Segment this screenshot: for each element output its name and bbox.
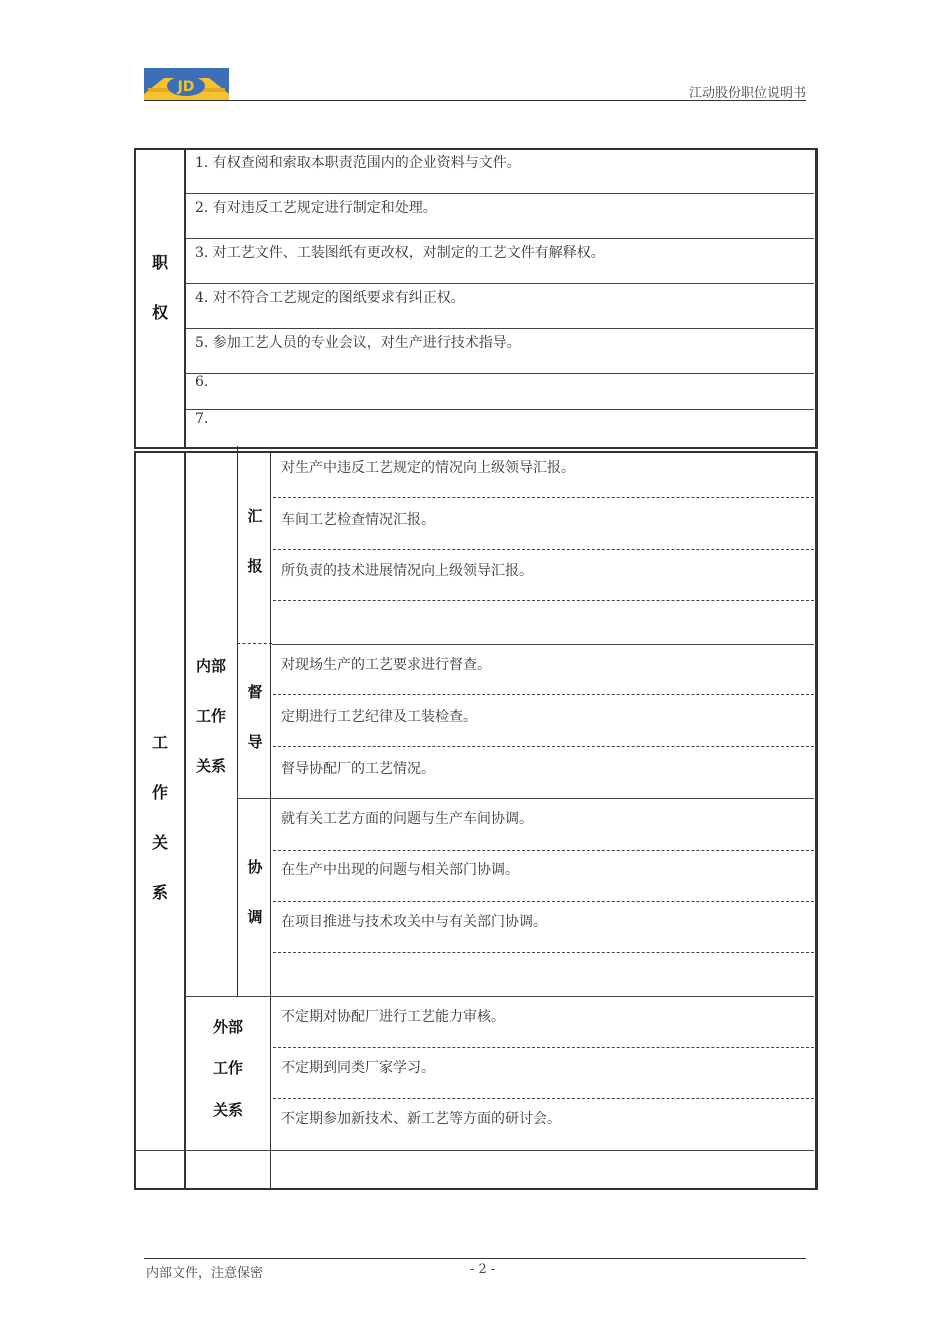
footer-confidential-note: 内部文件，注意保密 [146, 1266, 264, 1281]
supervise-item-3: 督导协配厂的工艺情况。 [281, 761, 435, 777]
authority-item-5: 5. 参加工艺人员的专业会议，对生产进行技术指导。 [195, 335, 521, 351]
external-item-1: 不定期对协配厂进行工艺能力审核。 [281, 1009, 505, 1025]
supervise-item-2: 定期进行工艺纪律及工装检查。 [281, 709, 477, 725]
coordinate-label-char-1: 协 [247, 858, 263, 876]
footer-divider [144, 1258, 806, 1259]
report-item-1: 对生产中违反工艺规定的情况向上级领导汇报。 [281, 460, 575, 476]
report-item-2: 车间工艺检查情况汇报。 [281, 512, 435, 528]
external-label-line-3: 关系 [212, 1101, 243, 1119]
internal-label-line-1: 内部 [195, 657, 226, 675]
authority-label-char-2: 权 [151, 303, 168, 322]
logo-lettering: JD [177, 79, 195, 95]
authority-label-char-1: 职 [151, 253, 168, 272]
authority-item-3: 3. 对工艺文件、工装图纸有更改权，对制定的工艺文件有解释权。 [195, 245, 605, 261]
external-item-2: 不定期到同类厂家学习。 [281, 1060, 435, 1076]
report-label-char-2: 报 [247, 557, 263, 575]
external-label-line-1: 外部 [212, 1018, 243, 1036]
page-number: - 2 - [470, 1262, 496, 1277]
authority-item-4: 4. 对不符合工艺规定的图纸要求有纠正权。 [195, 290, 465, 306]
authority-item-7: 7. [195, 411, 209, 427]
report-label-char-1: 汇 [247, 507, 263, 525]
work-relations-label-char-4: 系 [151, 883, 168, 902]
supervise-label-char-2: 导 [247, 733, 263, 751]
supervise-label-char-1: 督 [247, 683, 263, 701]
authority-item-2: 2. 有对违反工艺规定进行制定和处理。 [195, 200, 437, 216]
coordinate-item-2: 在生产中出现的问题与相关部门协调。 [281, 862, 519, 878]
work-relations-label-char-2: 作 [151, 783, 168, 802]
coordinate-label-char-2: 调 [247, 908, 263, 926]
company-logo [144, 68, 229, 101]
internal-label-line-3: 关系 [195, 757, 226, 775]
supervise-item-1: 对现场生产的工艺要求进行督查。 [281, 657, 491, 673]
internal-label-line-2: 工作 [195, 707, 226, 725]
work-relations-label-char-1: 工 [151, 733, 168, 752]
header-divider [144, 100, 806, 101]
work-relations-label-char-3: 关 [151, 833, 168, 852]
report-item-3: 所负责的技术进展情况向上级领导汇报。 [281, 563, 533, 579]
authority-item-1: 1. 有权查阅和索取本职责范围内的企业资料与文件。 [195, 155, 521, 171]
authority-item-6: 6. [195, 374, 209, 390]
external-label-line-2: 工作 [212, 1059, 243, 1077]
coordinate-item-1: 就有关工艺方面的问题与生产车间协调。 [281, 811, 533, 827]
coordinate-item-3: 在项目推进与技术攻关中与有关部门协调。 [281, 914, 547, 930]
header-title: 江动股份职位说明书 [688, 86, 806, 101]
external-item-3: 不定期参加新技术、新工艺等方面的研讨会。 [281, 1111, 561, 1127]
